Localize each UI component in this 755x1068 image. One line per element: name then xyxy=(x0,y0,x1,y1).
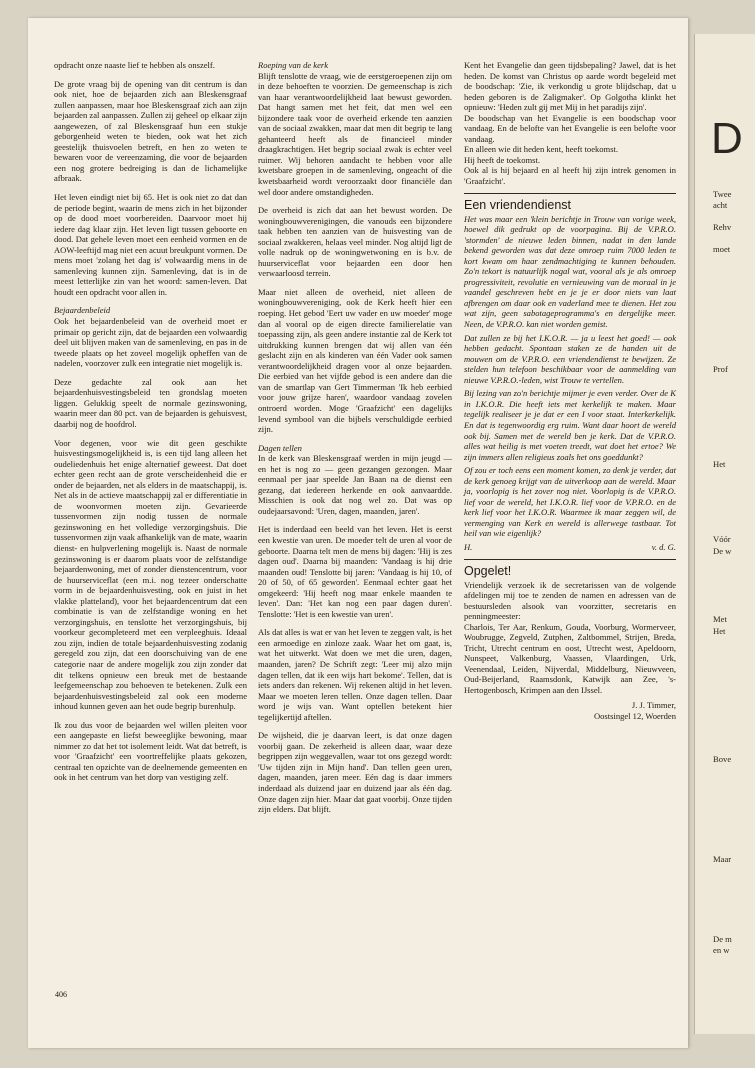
paragraph: En alleen wie dit heden kent, heeft toekomst. xyxy=(464,144,619,155)
page-number: 406 xyxy=(55,990,67,999)
paragraph: Dat zullen ze bij het I.K.O.R. — ja u leest het goed! — ook hebben gedacht. Spontaan staken ze de handen uit de mouwen om de V.P.R.O. een vriendendienst te bewijzen. Ze stelden hun telefoon beschikbaar voor de aanmelding van nieuwe V.P.R.O.-leden, wist Trouw te vertellen. xyxy=(464,332,676,385)
paragraph: Het was maar een 'klein berichtje in Trouw van vorige week, hoewel dik gedrukt op de voorpagina. Bij de V.P.R.O. 'stormden' de nieuwe leden binnen, nadat in den lande bekend geworden was dat deze omroep ruim 7000 leden te kort kwam om haar zendmachtiging te kunnen behouden. Zo'n tekort is natuurlijk nogal wat, vooral als je als omroep progressiviteit, revolutie en vernieuwing van de moraal in je vaandel geschreven hebt en je je er door niets van laat afbrengen om daar ook en vaderland mee te dienen. Het zou wat zijn, geen sabotageprogramma's en dergelijke meer. Neen, de V.P.R.O. kan niet worden gemist. xyxy=(464,213,676,330)
paragraph: Als dat alles is wat er van het leven te zeggen valt, is het een armoedige en zinloze zaak. Waar het om gaat, is, wat het uitwerkt. Wat doen we met die uren, dagen, maanden, jaren? De Schrift zegt: 'Leer mij alzo mijn dagen tellen, dat ik een wijs hart bekome'. Tellen, dat is iets anders dan rekenen. Wij rekenen altijd in het leven. Maar we moeten leren tellen. Onze dagen tellen. Daar word je wijs van. Want optellen betekent hier tegelijkertijd aftellen. xyxy=(258,627,452,722)
adjacent-page-edge xyxy=(694,34,755,1034)
paragraph: Voor degenen, voor wie dit geen geschikte huisvestingsmogelijkheid is, is een tijd lang alleen het oudeliedenhuis het enige alternatief geweest. Dat doet echter geen recht aan de grote verscheidenheid die er onder de bejaarden, net als elders in de maatschappij, is. Net als in de actieve maatschappij zal er differentiatie in de woonvormen moeten zijn. Gevarieerde tussenvormen zijn nodig tussen de normale gezinswoning en het volledige verzorgingshuis. Die tussenvormen zijn vaak afhankelijk van de mate, waarin dienst- en hulpverlening mogelijk is. Naast de normale gezinswoning is er daarom plaats voor de zelfstandige bejaardenwoning, met of zonder dienstencentrum, voor de huurserviceflat (een m.i. nog tezeer onderschatte vorm in de bejaardenhuisvesting, ook en juist in het vlakke platteland), voor het bejaardencentrum dat een combinatie is van de zelfstandige woning en het verzorgingshuis, en tenslotte het verzorgingshuis, bij voorkeur gecompleteerd met een verpleeghuis. Ideaal zou zijn, indien de totale bejaardenhuisvesting zodanig geregeld zou zijn, dat een doorschuiving van de ene categorie naar de andere mogelijk zou zijn zonder dat dit telkens opnieuw een breuk met de bestaande leefgemeenschap zou behoeven te betekenen. Zulk een bejaardenhuisvestingsbeleid zal ook een moderne inhoud kunnen geven aan het oude begrip burenhulp. xyxy=(54,437,247,712)
paragraph: Charlois, Ter Aar, Renkum, Gouda, Voorburg, Wormerveer, Woubrugge, Zegveld, Zutphen, Zaltbommel, Strijen, Breda, Tricht, Utrecht centrum en oost, Utrecht west, Apeldoorn, Nunspeet, Valkenburg, Vaassen, Vlaardingen, Urk, Veenendaal, Leiden, Nijverdal, Middelburg, Nieuwveen, Oud-Beijerland, Raamsdonk, Katwijk aan Zee, 's-Hertogenbosch, Krimpen aan den IJssel. xyxy=(464,621,676,695)
article-heading-vriendendienst: Een vriendendienst xyxy=(464,197,572,212)
paragraph: Of zou er toch eens een moment komen, zo denk je verder, dat de kerk genoeg krijgt van de uitverkoop aan de wereld. Maar ja, voorlopig is het zover nog niet. Voorlopig is de V.P.R.O. lief voor de wereld, het I.K.O.R. lief voor de V.P.R.O. en de kerk lief voor het I.K.O.R. Waarmee ik maar zeggen wil, de vermenging van Kerk en wereld is allerwege tastbaar. Tot heil van wie eigenlijk? xyxy=(464,465,676,539)
paragraph: Ook al is hij bejaard en al heeft hij zijn intrek genomen in 'Graafzicht'. xyxy=(464,165,676,187)
paragraph: De overheid is zich dat aan het bewust worden. De woningbouwverenigingen, die vanouds een bijzondere taak hebben ten aanzien van de huisvesting van de sociaal zwakkeren, helaas veel minder. Nog altijd ligt de volle nadruk op de woningwetwoning en is b.v. de huurserviceflat voor bejaarden een door hen verwaarloosd terrein. xyxy=(258,205,452,279)
adjacent-fragment: Bove xyxy=(713,754,732,764)
signature-right: v. d. G. xyxy=(651,541,676,552)
paragraph: Bij lezing van zo'n berichtje mijmer je even verder. Over de K in I.K.O.R. Die heeft iets met kerkelijk te maken. Maar tegelijk realiseer je je dat er een I voor staat. Interkerkelijk. En dat is tegenwoordig erg ruim. Want daar hoort de wereld ook bij. Samen met de wereld ben je kerk. Dat de V.P.R.O. alles wat heilig is met voeten treedt, wat doet het ertoe? We zijn immers allen religieus zoals het ons goeddunkt? xyxy=(464,388,676,462)
adjacent-drop-cap: D xyxy=(711,114,743,163)
section-divider xyxy=(464,193,676,194)
adjacent-fragment: Vóór xyxy=(713,534,731,544)
paragraph: opdracht onze naaste lief te hebben als onszelf. xyxy=(54,60,215,70)
column-2 xyxy=(258,60,452,975)
signature-left: H. xyxy=(464,541,473,552)
subheading-roeping-van-de-kerk: Roeping van de kerk xyxy=(258,60,329,70)
paragraph: Deze gedachte zal ook aan het bejaardenhuisvestingsbeleid ten grondslag moeten liggen. Gelukkig speelt de normale gezinswoning, waarin meer dan 80 pct. van de bejaarden is gehuisvest, daarbij nog de hoofdrol. xyxy=(54,376,247,429)
paragraph: De wijsheid, die je daarvan leert, is dat onze dagen voorbij gaan. De zekerheid is alleen daar, waar deze begrippen zijn weggevallen, waar tot ons gezegd wordt: 'Uw tijden zijn in Mijn hand'. Dan tellen geen uren, dagen, maanden, jaren meer. Eén dag is daar immers inderdaad als duizend jaar en duizend jaar als één dag. Onze dagen zijn hier. Maar dat gaat voorbij. Onze tijden zijn elders. Dat blijft. xyxy=(258,730,452,815)
column-1 xyxy=(54,60,247,975)
signature-line xyxy=(464,542,676,553)
adjacent-fragment: Twee xyxy=(713,189,732,199)
adjacent-fragment: moet xyxy=(713,244,731,254)
column-3 xyxy=(464,60,676,975)
paragraph: Het is inderdaad een beeld van het leven. Het is eerst een kwestie van uren. De moeder telt de uren al voor de geboorte. Daarna telt men de mens bij dagen: 'Hij is zes dagen oud'. Daarna bij maanden: 'Vandaag is hij drie maanden oud! Tenslotte bij jaren: 'Vandaag is hij 10, of 20 of 50, of 65 geworden'. Eenmaal echter gaat het omgekeerd: 'Hij heeft nog maar enkele maanden te leven'. Dan: 'Het kan nog een paar dagen duren'. Tenslotte: 'Het is een kwestie van uren'. xyxy=(258,524,452,619)
paragraph: Maar niet alleen de overheid, niet alleen de woningbouwvereniging, ook de Kerk heeft hier een roeping. Het gebod 'Eert uw vader en uw moeder' moge dan al vooral op de eigen directe familierelatie van toepassing zijn, als geen andere instantie zal de Kerk tot uitdrukking kunnen brengen dat wij allen van één geslacht zijn en als kinderen van één Vader ook samen verantwoordelijkheid dragen voor al onze bejaarden. Die eerbied van het vijfde gebod is een andere dan die van de smartlap van Gert Timmerman 'Ik heb eerbied voor jouw grijze haren', waardoor vandaag zovelen ontroerd worden. Moge 'Graafzicht' een dagelijks levend symbool van die bijbels verschuldigde eerbied zijn. xyxy=(258,286,452,435)
sender-street: Oostsingel 12, Woerden xyxy=(593,710,676,721)
article-vriendendienst xyxy=(464,214,676,539)
subheading-dagen-tellen: Dagen tellen xyxy=(258,442,302,453)
paragraph: Blijft tenslotte de vraag, wie de eerstgeroepenen zijn om in deze behoeften te voorzien. De gemeenschap is zich van haar verantwoordelijkheid laat bewust geworden. Dat hangt samen met het feit, dat men wel een bijzondere taak voor de overheid erkende ten aanzien van de sociaal zwakken, maar dat men dit begrip te lang gehanteerd heeft als de financieel minder draagkrachtigen. Het begrip sociaal zwak is echter veel ruimer. Wij behoren aandacht te hebben voor alle kwetsbare groepen in de samenleving, ongeacht of die kwetsbaarheid wordt veroorzaakt door financiële dan wel door andere omstandigheden. xyxy=(258,70,452,197)
adjacent-fragment: en w xyxy=(713,945,730,955)
sender-name: J. J. Timmer, xyxy=(631,699,676,710)
paragraph: Vriendelijk verzoek ik de secretarissen van de volgende afdelingen mij toe te zenden de namen en adressen van de bestuursleden alsook van voorzitter, secretaris en penningmeester: xyxy=(464,579,676,622)
paragraph: Ook het bejaardenbeleid van de overheid moet er primair op gericht zijn, dat de bejaarden een volwaardig deel uit blijven maken van de samenleving, en pas in de tweede plaats op het zoveel mogelijk opheffen van de nadelen, voorzover zulk een integratie niet mogelijk is. xyxy=(54,316,247,369)
paragraph: In de kerk van Bleskensgraaf werden in mijn jeugd — en het is nog zo — geen gezangen gezongen. Maar eenmaal per jaar speelde Jan Baan na de dienst een gezang, dat iedereen herkende en ook aanvaardde. Misschien is ook dat nog wel zo. Dat was op oudejaarsavond: 'Uren, dagen, maanden, jaren'. xyxy=(258,453,452,516)
adjacent-fragment: Het xyxy=(713,626,726,636)
article-heading-opgelet: Opgelet! xyxy=(464,563,512,578)
subheading-bejaardenbeleid: Bejaardenbeleid xyxy=(54,305,111,316)
adjacent-fragment: Met xyxy=(713,614,727,624)
adjacent-fragment: Prof xyxy=(713,364,728,374)
adjacent-fragment: Rehv xyxy=(713,222,732,232)
paragraph: Ik zou dus voor de bejaarden wel willen pleiten voor een aangepaste en liefst beweeglijke bewoning, maar nimmer zo dat het tot isolement leidt. Wat dat betreft, is voor 'Graafzicht' een voortreffelijke plaats gekozen, centraal ten opzichte van de deelnemende gemeenten en ook in het centrum van het dorp van vestiging zelf. xyxy=(54,719,247,783)
adjacent-fragment: De m xyxy=(713,934,732,944)
sender-address xyxy=(464,700,676,722)
paragraph: Het leven eindigt niet bij 65. Het is ook niet zo dat dan de periode begint, waarin de mens zich in het bijzonder op de dood moet voorbereiden. Daarvoor moet hij iedere dag klaar zijn. Het leven ligt tussen geboorte en dood. Dat gehele leven moet een eenheid vormen en de AOW-leeftijd mag niet een acuut breukpunt vormen. De mens moet 'zolang het dag is' volwaardig mens in de samenleving kunnen zijn. Samenleving, dat is in de meest letterlijke zin van het woord: samen-leven. Dat houdt een opdracht voor allen in. xyxy=(54,192,247,297)
section-divider xyxy=(464,559,676,560)
adjacent-fragment: De w xyxy=(713,546,732,556)
paragraph: De boodschap van het Evangelie is een boodschap voor vandaag. En de belofte van het Evangelie is een belofte voor vandaag. xyxy=(464,112,676,144)
paragraph: Hij heeft de toekomst. xyxy=(464,154,540,165)
paragraph: Kent het Evangelie dan geen tijdsbepaling? Jawel, dat is het heden. De komst van Christus op aarde wordt begeleid met de boodschap: 'Zie, ik verkondig u grote blijdschap, dat u heden geboren is de Zaligmaker'. Op Golgotha klinkt het opnieuw: 'Heden zult gij met Mij in het paradijs zijn'. xyxy=(464,60,676,113)
adjacent-fragment: acht xyxy=(713,200,728,210)
adjacent-fragment: Maar xyxy=(713,854,732,864)
paragraph: De grote vraag bij de opening van dit centrum is dan ook niet, hoe de bejaarden zich aan Bleskensgraaf zullen aanpassen, maar hoe Bleskensgraaf zich aan zijn bejaarden zal aanpassen. Zullen zij geheel op elkaar zijn aangewezen, of zal Bleskensgraaf hun een stukje geborgenheid weten te bieden, ook wat het zich geestelijk thuisvoelen betreft, en hen zo weten te bewaren voor de vereenzaming, die voor de bejaarden een nog grotere bedreiging is dan de lichamelijke afbraak. xyxy=(54,78,247,184)
adjacent-fragment: Het xyxy=(713,459,726,469)
